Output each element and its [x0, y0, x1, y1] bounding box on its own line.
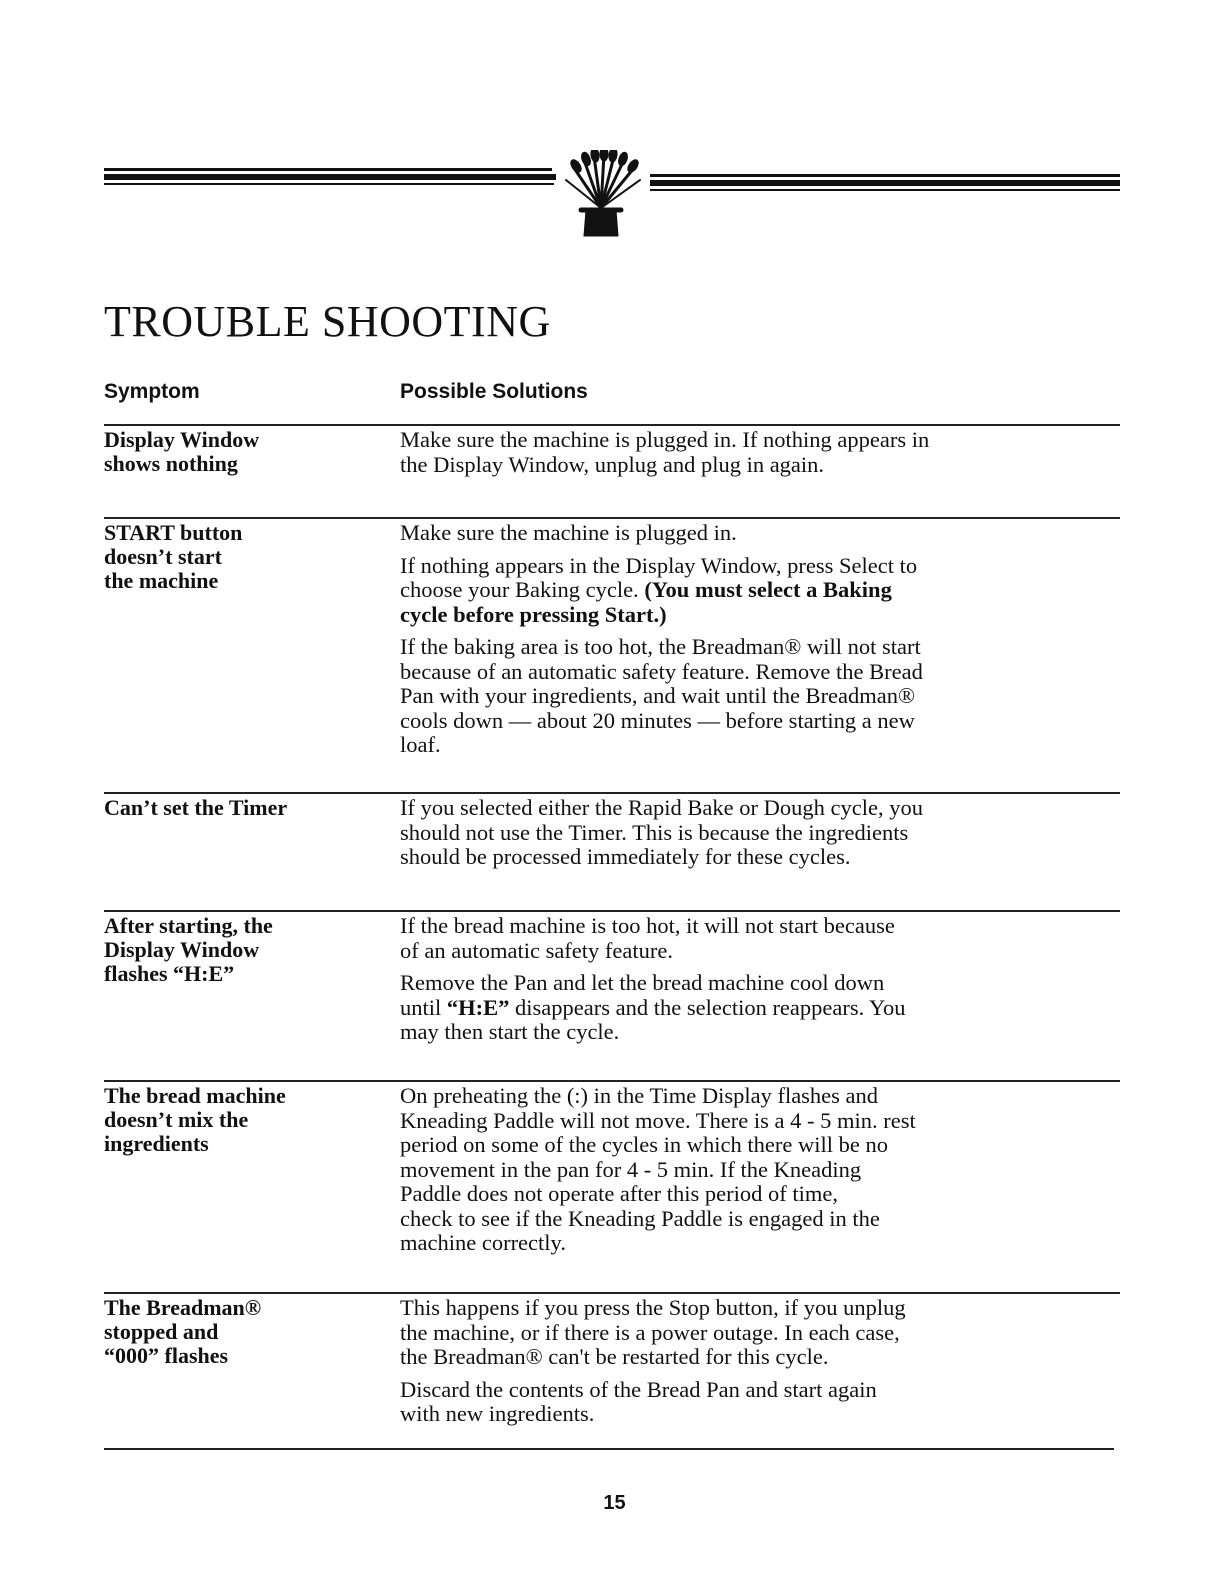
column-header-symptom: Symptom [104, 380, 200, 403]
symptom-line: Display Window [104, 427, 260, 452]
solution-line [400, 1296, 1090, 1321]
solution-text: cools down — about 20 minutes — before starting a new [400, 707, 915, 733]
header-rule-left [104, 168, 556, 185]
solution-paragraph [400, 635, 1090, 758]
solution-text: If nothing appears in the Display Window, press Select to [400, 552, 918, 578]
solution-paragraph [400, 796, 1090, 870]
solutions-cell [400, 1084, 1090, 1264]
solution-paragraph [400, 1296, 1090, 1370]
solution-text: Remove the Pan and let the bread machine cool down [400, 970, 885, 995]
solution-line [400, 733, 1090, 758]
emphasis-text: cycle before pressing Start.) [400, 601, 667, 627]
solutions-cell [400, 521, 1090, 766]
solution-text: the Display Window, unplug and plug in again. [400, 451, 825, 477]
symptom-line: the machine [104, 568, 219, 593]
solution-text: because of an automatic safety feature. Remove the Bread [400, 658, 923, 684]
solution-line [400, 1378, 1090, 1403]
solution-text: loaf. [400, 732, 441, 757]
solution-line [400, 1345, 1090, 1370]
solution-line [400, 996, 1090, 1021]
solution-text: period on some of the cycles in which there will be no [400, 1132, 888, 1157]
symptom-line: The Breadman® [104, 1295, 262, 1320]
solution-line [400, 635, 1090, 660]
solution-text: Paddle does not operate after this period of time, [400, 1181, 838, 1206]
solution-text: Make sure the machine is plugged in. [400, 520, 737, 545]
page-number: 15 [603, 1492, 626, 1514]
solution-line [400, 684, 1090, 709]
solution-line [400, 660, 1090, 685]
solutions-cell [400, 796, 1090, 878]
solution-line [400, 1133, 1090, 1158]
solution-line [400, 1231, 1090, 1256]
header-rule-right [650, 174, 1120, 191]
solution-line [400, 1020, 1090, 1045]
solution-text: should be processed immediately for these cycles. [400, 844, 851, 869]
symptom-line: Can’t set the Timer [104, 795, 288, 820]
solution-text: the machine, or if there is a power outage. In each case, [400, 1319, 900, 1345]
solution-line [400, 709, 1090, 734]
symptom-line: After starting, the [104, 913, 273, 938]
solution-text: the Breadman® can't be restarted for this cycle. [400, 1344, 829, 1369]
row-divider [104, 1080, 1120, 1082]
solution-text: disappears and the selection reappears. You [509, 994, 906, 1020]
solution-line [400, 1182, 1090, 1207]
solution-text: check to see if the Kneading Paddle is engaged in the [400, 1205, 880, 1231]
solution-text: Kneading Paddle will not move. There is a 4 - 5 min. rest [400, 1107, 916, 1133]
solution-line [400, 603, 1090, 628]
symptom-line: The bread machine [104, 1083, 286, 1108]
solution-text: If the baking area is too hot, the Breadman® will not start [400, 634, 921, 659]
symptom-cell [104, 428, 364, 476]
symptom-cell [104, 1084, 364, 1156]
solution-paragraph [400, 554, 1090, 628]
symptom-line: START button [104, 520, 243, 545]
solution-text: should not use the Timer. This is because the ingredients [400, 819, 909, 845]
solution-line [400, 845, 1090, 870]
solution-text: until [400, 994, 447, 1020]
solution-paragraph [400, 1378, 1090, 1427]
solution-text: Discard the contents of the Bread Pan and start again [400, 1376, 877, 1402]
solution-text: On preheating the (:) in the Time Display flashes and [400, 1083, 879, 1108]
solution-line [400, 1321, 1090, 1346]
header-ornament [104, 150, 1120, 240]
column-header-possible-solutions: Possible Solutions [400, 380, 588, 403]
solution-line [400, 554, 1090, 579]
symptom-line: stopped and [104, 1319, 219, 1344]
row-divider [104, 424, 1120, 426]
solution-line [400, 521, 1090, 546]
row-divider [104, 517, 1120, 519]
solution-text: If you selected either the Rapid Bake or Dough cycle, you [400, 795, 923, 820]
symptom-cell [104, 1296, 364, 1368]
symptom-line: flashes “H:E” [104, 961, 235, 986]
row-divider [104, 910, 1120, 912]
solution-text: may then start the cycle. [400, 1019, 620, 1044]
solution-line [400, 1158, 1090, 1183]
row-divider [104, 1292, 1120, 1294]
symptom-cell [104, 521, 364, 593]
symptom-cell [104, 796, 364, 820]
row-divider [104, 792, 1120, 794]
solution-line [400, 914, 1090, 939]
solution-text: with new ingredients. [400, 1401, 595, 1426]
solution-text: machine correctly. [400, 1230, 566, 1255]
symptom-line: ingredients [104, 1131, 209, 1156]
wheat-sheaf-icon [566, 150, 640, 236]
solution-text: of an automatic safety feature. [400, 937, 673, 963]
solution-line [400, 578, 1090, 603]
solution-paragraph [400, 521, 1090, 546]
solution-paragraph [400, 1084, 1090, 1256]
emphasis-text: (You must select a Baking [644, 577, 892, 602]
symptom-cell [104, 914, 364, 986]
solutions-cell [400, 428, 1090, 485]
solution-line [400, 1084, 1090, 1109]
emphasis-text: “H:E” [446, 994, 510, 1020]
solution-text: This happens if you press the Stop button, if you unplug [400, 1295, 906, 1320]
solution-line [400, 428, 1090, 453]
solution-paragraph [400, 428, 1090, 477]
solution-line [400, 453, 1090, 478]
solutions-cell [400, 914, 1090, 1053]
symptom-line: doesn’t mix the [104, 1107, 249, 1132]
solution-line [400, 1402, 1090, 1427]
solution-text: movement in the pan for 4 - 5 min. If the Kneading [400, 1156, 862, 1182]
solution-line [400, 939, 1090, 964]
symptom-line: Display Window [104, 937, 260, 962]
solution-paragraph [400, 971, 1090, 1045]
symptom-line: shows nothing [104, 451, 238, 476]
solution-paragraph [400, 914, 1090, 963]
solution-line [400, 1109, 1090, 1134]
symptom-line: doesn’t start [104, 544, 222, 569]
solution-text: Pan with your ingredients, and wait until the Breadman® [400, 683, 916, 708]
solution-line [400, 796, 1090, 821]
symptom-line: “000” flashes [104, 1343, 229, 1368]
solution-text: If the bread machine is too hot, it will not start because [400, 913, 895, 938]
table-bottom-rule [104, 1448, 1114, 1450]
solution-line [400, 821, 1090, 846]
solution-line [400, 1207, 1090, 1232]
solution-line [400, 971, 1090, 996]
solution-text: choose your Baking cycle. [400, 577, 645, 602]
solutions-cell [400, 1296, 1090, 1435]
solution-text: Make sure the machine is plugged in. If nothing appears in [400, 427, 930, 452]
page-title: TROUBLE SHOOTING [104, 297, 551, 346]
